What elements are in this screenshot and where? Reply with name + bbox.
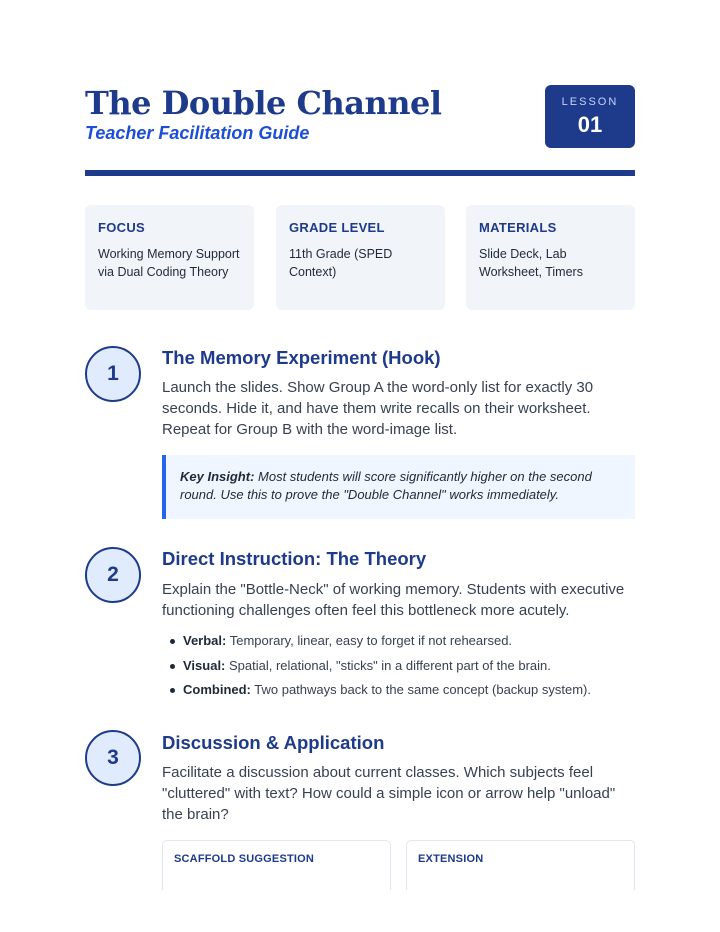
list-item	[183, 633, 633, 658]
page-subtitle: Teacher Facilitation Guide	[85, 123, 310, 143]
list-item-label: Verbal:	[183, 633, 227, 648]
page-title: The Double Channel	[85, 84, 442, 122]
lesson-label: LESSON	[561, 96, 619, 108]
step-title: The Memory Experiment (Hook)	[162, 347, 441, 368]
info-card-materials	[466, 205, 635, 310]
step-text: Explain the "Bottle-Neck" of working memory. Students with executive functioning challenges often feel this bottleneck more acutely.	[162, 581, 625, 619]
info-card-body: Working Memory Support via Dual Coding Theory	[98, 247, 240, 279]
header-divider	[85, 170, 635, 176]
step-number-badge: 1	[85, 346, 141, 402]
list-item	[183, 658, 633, 683]
page-bottom-margin	[0, 890, 720, 932]
list-item-label: Combined:	[183, 682, 251, 697]
list-item-text: Temporary, linear, easy to forget if not rehearsed.	[226, 633, 513, 648]
info-card-heading: GRADE LEVEL	[289, 220, 385, 235]
card-heading: SCAFFOLD SUGGESTION	[174, 853, 315, 865]
step-number-badge: 2	[85, 547, 141, 603]
lesson-number: 01	[577, 112, 603, 137]
info-card-focus	[85, 205, 254, 310]
step-text: Launch the slides. Show Group A the word-only list for exactly 30 seconds. Hide it, and have them write recalls on their worksheet. Repeat for Group B with the word-image list.	[162, 379, 594, 438]
lesson-badge	[545, 85, 635, 148]
step-title: Discussion & Application	[162, 732, 385, 753]
step-number-badge: 3	[85, 730, 141, 786]
info-card-grade-level	[276, 205, 445, 310]
card-heading: EXTENSION	[418, 853, 484, 865]
list-item	[183, 682, 633, 707]
key-insight-text: Most students will score significantly higher on the second round. Use this to prove the "Double Channel" works immediately.	[180, 469, 592, 502]
info-card-body: 11th Grade (SPED Context)	[289, 247, 393, 279]
key-insight-callout	[162, 455, 635, 519]
info-card-heading: FOCUS	[98, 220, 145, 235]
list-item-text: Two pathways back to the same concept (backup system).	[250, 682, 591, 697]
memory-channel-list	[183, 633, 633, 707]
step-text: Facilitate a discussion about current classes. Which subjects feel "cluttered" with text? How could a simple icon or arrow help "unload" the brain?	[162, 764, 616, 823]
info-card-body: Slide Deck, Lab Worksheet, Timers	[479, 247, 583, 279]
key-insight-label: Key Insight:	[180, 469, 255, 484]
list-item-text: Spatial, relational, "sticks" in a different part of the brain.	[225, 657, 551, 673]
list-item-label: Visual:	[183, 657, 226, 673]
step-title: Direct Instruction: The Theory	[162, 548, 427, 569]
info-card-heading: MATERIALS	[479, 220, 557, 235]
